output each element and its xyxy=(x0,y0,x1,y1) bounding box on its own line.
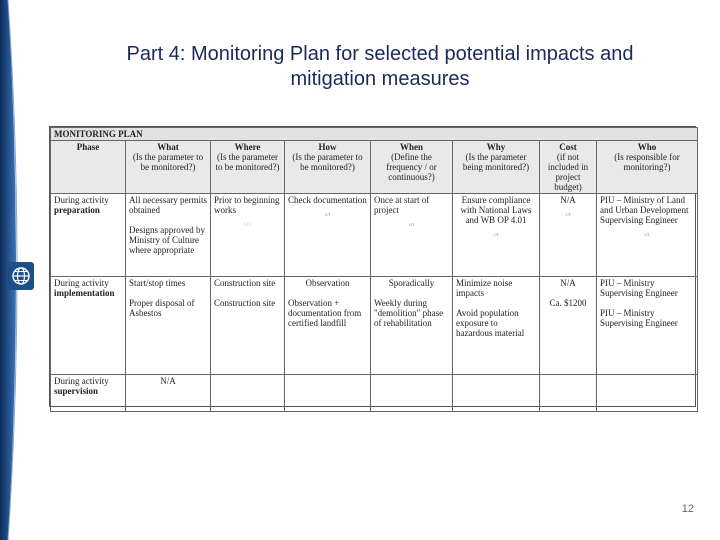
table-row-supervision xyxy=(51,375,698,412)
why-cell: Ensure compliance with National Laws and WB OP 4.01 c/t xyxy=(453,194,540,277)
globe-icon xyxy=(11,266,31,286)
where-cell xyxy=(211,375,285,412)
what-cell: All necessary permits obtained Designs approved by Ministry of Culture where appropriate xyxy=(126,194,211,277)
page-number: 12 xyxy=(681,503,694,515)
cost-cell: N/A Ca. $1200 xyxy=(540,277,597,375)
when-cell: Once at start of project c/t xyxy=(371,194,453,277)
what-cell: Start/stop times Proper disposal of Asbestos xyxy=(126,277,211,375)
what-cell: N/A xyxy=(126,375,211,412)
table-caption: MONITORING PLAN xyxy=(51,128,698,141)
where-cell: Construction site Construction site xyxy=(211,277,285,375)
who-cell xyxy=(597,375,698,412)
table-row-implementation xyxy=(51,277,698,375)
header-phase: Phase xyxy=(51,141,126,194)
how-cell: Check documentation c/t xyxy=(285,194,371,277)
slide-title-line-1: Part 4: Monitoring Plan for selected potential impacts and xyxy=(126,43,634,65)
monitoring-plan-table-image xyxy=(49,126,696,407)
header-where: Where (Is the parameter to be monitored?) xyxy=(211,141,285,194)
world-bank-logo xyxy=(8,262,34,290)
table-caption-row xyxy=(51,128,698,141)
table-row-preparation xyxy=(51,194,698,277)
why-cell: Minimize noise impacts Avoid population exposure to hazardous material xyxy=(453,277,540,375)
header-when: When (Define the frequency / or continuous?) xyxy=(371,141,453,194)
header-how: How (Is the parameter to be monitored?) xyxy=(285,141,371,194)
cost-cell: N/A c/t xyxy=(540,194,597,277)
who-cell: PIU – Ministry Supervising Engineer PIU – Ministry Supervising Engineer xyxy=(597,277,698,375)
monitoring-plan-table xyxy=(50,127,698,412)
header-cost: Cost (if not included in project budget) xyxy=(540,141,597,194)
when-cell xyxy=(371,375,453,412)
slide-title xyxy=(60,42,700,92)
how-cell xyxy=(285,375,371,412)
how-cell: Observation Observation + documentation from certified landfill xyxy=(285,277,371,375)
where-cell: Prior to beginning works \ \ \ xyxy=(211,194,285,277)
why-cell xyxy=(453,375,540,412)
phase-cell: During activity supervision xyxy=(51,375,126,412)
table-header-row xyxy=(51,141,698,194)
cost-cell xyxy=(540,375,597,412)
phase-cell: During activity implementation xyxy=(51,277,126,375)
header-why: Why (Is the parameter being monitored?) xyxy=(453,141,540,194)
phase-cell: During activity preparation xyxy=(51,194,126,277)
who-cell: PIU – Ministry of Land and Urban Development Supervising Engineer c/t xyxy=(597,194,698,277)
header-who: Who (Is responsible for monitoring?) xyxy=(597,141,698,194)
slide-title-line-2: mitigation measures xyxy=(290,68,470,90)
when-cell: Sporadically Weekly during "demolition" phase of rehabilitation xyxy=(371,277,453,375)
header-what: What (Is the parameter to be monitored?) xyxy=(126,141,211,194)
